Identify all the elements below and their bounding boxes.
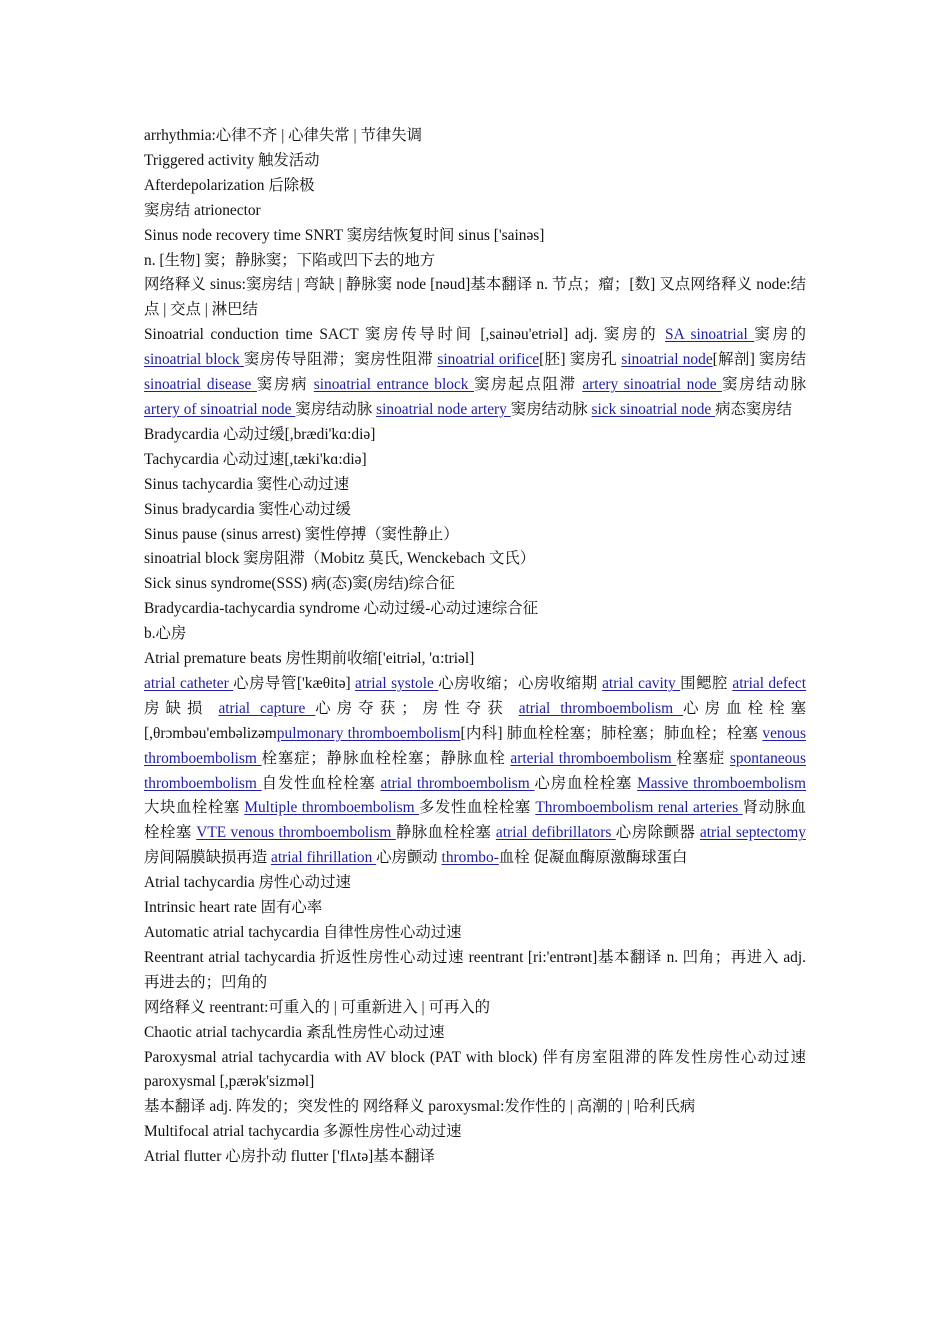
text-span: 心房夺获；房性夺获: [315, 699, 519, 717]
text-line: arrhythmia:心律不齐 | 心律失常 | 节律失调: [144, 127, 423, 144]
text-line: b.心房: [144, 625, 187, 643]
text-span: 静脉血栓栓塞: [395, 824, 496, 842]
text-span: 窦房传导阻滞；窦房性阻滞: [243, 351, 438, 369]
text-span: 病态窦房结: [715, 400, 793, 418]
text-span: 窦房结动脉: [722, 376, 806, 394]
text-span: Sinoatrial conduction time SACT 窦房传导时间 [,sainəu'etriəl] adj. 窦房的: [144, 326, 666, 344]
term-link[interactable]: spontaneous thromboembolism: [144, 749, 806, 792]
term-link[interactable]: sick sinoatrial node: [591, 400, 716, 418]
term-link[interactable]: sinoatrial node: [621, 351, 713, 369]
text-line: Chaotic atrial tachycardia 紊乱性房性心动过速: [144, 1023, 445, 1041]
text-paragraph: Reentrant atrial tachycardia 折返性房性心动过速 reentrant [ri:'entrənt]基本翻译 n. 凹角；再进入 adj. 再进去的；凹角的: [144, 948, 806, 991]
text-span: 房间隔膜缺损再造: [144, 849, 271, 867]
text-span: 心房血栓栓塞: [534, 774, 638, 792]
term-link[interactable]: pulmonary thromboembolism: [276, 724, 461, 742]
text-line: sinoatrial block 窦房阻滞（Mobitz 莫氏, Wenckebach 文氏）: [144, 550, 536, 568]
term-link[interactable]: artery sinoatrial node: [582, 376, 723, 394]
text-span: 大块血栓栓塞: [144, 799, 245, 817]
text-span: 心房颤动: [376, 849, 442, 867]
term-link[interactable]: VTE venous thromboembolism: [196, 824, 396, 842]
text-line: Multifocal atrial tachycardia 多源性房性心动过速: [144, 1123, 462, 1141]
term-link[interactable]: atrial fihrillation: [270, 849, 377, 867]
term-link[interactable]: Thromboembolism renal arteries: [535, 799, 743, 817]
term-link[interactable]: atrial capture: [218, 699, 316, 717]
term-link[interactable]: venous thromboembolism: [144, 724, 806, 767]
text-span: [胚] 窦房孔: [539, 351, 622, 369]
text-line: 窦房结 atrionector: [144, 201, 261, 219]
text-span: 多发性血栓栓塞: [419, 799, 536, 817]
text-line: Sinus pause (sinus arrest) 窦性停搏（窦性静止）: [144, 525, 459, 543]
text-line: Atrial premature beats 房性期前收缩['eitriəl, 'ɑ:triəl]: [144, 650, 475, 668]
text-span: 房缺损: [144, 699, 219, 717]
text-line: Sinus tachycardia 窦性心动过速: [144, 475, 350, 493]
term-link[interactable]: atrial thromboembolism: [518, 699, 684, 717]
term-link[interactable]: atrial septectomy: [699, 824, 806, 842]
text-paragraph: Paroxysmal atrial tachycardia with AV block (PAT with block) 伴有房室阻滞的阵发性房性心动过速 paroxysmal [,pærək'sizməl]: [144, 1048, 806, 1091]
term-link[interactable]: sinoatrial node artery: [376, 400, 511, 418]
text-line: Atrial tachycardia 房性心动过速: [144, 874, 351, 892]
text-line: Bradycardia 心动过缓[,brædi'kɑ:diə]: [144, 425, 376, 443]
text-line: Triggered activity 触发活动: [144, 151, 320, 169]
term-link[interactable]: artery of sinoatrial node: [144, 400, 296, 418]
text-line: Tachycardia 心动过速[,tæki'kɑ:diə]: [144, 450, 367, 468]
text-span: 栓塞症: [676, 749, 730, 767]
term-link[interactable]: sinoatrial entrance block: [313, 376, 475, 394]
term-link[interactable]: atrial systole: [355, 674, 439, 692]
text-line: Sinus node recovery time SNRT 窦房结恢复时间 sinus ['sainəs]: [144, 226, 545, 244]
text-span: 窦房病: [256, 376, 314, 394]
term-link[interactable]: sinoatrial disease: [144, 376, 257, 394]
text-span: 窦房起点阻滞: [474, 376, 583, 394]
term-link[interactable]: Massive thromboembolism: [637, 774, 806, 792]
term-link[interactable]: atrial cavity: [602, 674, 681, 692]
text-line: Sick sinus syndrome(SSS) 病(态)窦(房结)综合征: [144, 575, 455, 593]
atrial-paragraph: [144, 672, 806, 871]
text-span: [解剖] 窦房结: [712, 351, 806, 369]
text-span: 自发性血栓栓塞: [261, 774, 381, 792]
text-span: 心房血栓栓塞 [,θrɔmbəu'embəlizəm: [144, 699, 806, 742]
text-line: Intrinsic heart rate 固有心率: [144, 899, 323, 917]
text-span: 心房导管['kæθitə]: [233, 674, 356, 692]
text-span: 窦房的: [754, 326, 806, 344]
term-link[interactable]: Multiple thromboembolism: [244, 799, 420, 817]
term-link[interactable]: atrial thromboembolism: [380, 774, 535, 792]
text-span: 窦房结动脉: [510, 400, 592, 418]
text-line: 网络释义 reentrant:可重入的 | 可重新进入 | 可再入的: [144, 998, 491, 1016]
text-line: Bradycardia-tachycardia syndrome 心动过缓-心动过速综合征: [144, 600, 539, 618]
text-span: 肾动脉血栓栓塞: [144, 799, 806, 842]
text-span: 窦房结动脉: [295, 400, 377, 418]
document-body: [144, 124, 806, 1170]
text-span: 血栓 促凝血酶原激酶球蛋白: [498, 849, 688, 867]
term-link[interactable]: arterial thromboembolism: [510, 749, 677, 767]
text-span: 栓塞症；静脉血栓栓塞；静脉血栓: [261, 749, 511, 767]
term-link[interactable]: sinoatrial orifice: [437, 351, 540, 369]
term-link[interactable]: thrombo-: [441, 849, 499, 867]
text-line: Sinus bradycardia 窦性心动过缓: [144, 500, 351, 518]
sinoatrial-paragraph: [144, 323, 806, 423]
text-span: 围鳃腔: [680, 674, 733, 692]
text-span: 心房除颤器: [615, 824, 700, 842]
term-link[interactable]: sinoatrial block: [144, 351, 244, 369]
term-link[interactable]: SA sinoatrial: [665, 326, 755, 344]
text-line: Afterdepolarization 后除极: [144, 176, 315, 194]
text-span: [内科] 肺血栓栓塞；肺栓塞；肺血栓；栓塞: [460, 724, 763, 742]
text-line: n. [生物] 窦；静脉窦；下陷或凹下去的地方: [144, 251, 436, 269]
term-link[interactable]: atrial defect: [732, 674, 806, 692]
text-line: Automatic atrial tachycardia 自律性房性心动过速: [144, 924, 462, 941]
text-span: 心房收缩；心房收缩期: [438, 674, 603, 692]
text-line: 基本翻译 adj. 阵发的；突发性的 网络释义 paroxysmal:发作性的 | 高潮的 | 哈利氏病: [144, 1098, 696, 1116]
term-link[interactable]: atrial catheter: [144, 674, 234, 692]
text-line: Atrial flutter 心房扑动 flutter ['flʌtə]基本翻译: [144, 1148, 435, 1166]
text-paragraph: 网络释义 sinus:窦房结 | 弯缺 | 静脉窦 node [nəud]基本翻译 n. 节点；瘤；[数] 叉点网络释义 node:结点 | 交点 | 淋巴结: [144, 276, 806, 319]
term-link[interactable]: atrial defibrillators: [495, 824, 616, 842]
